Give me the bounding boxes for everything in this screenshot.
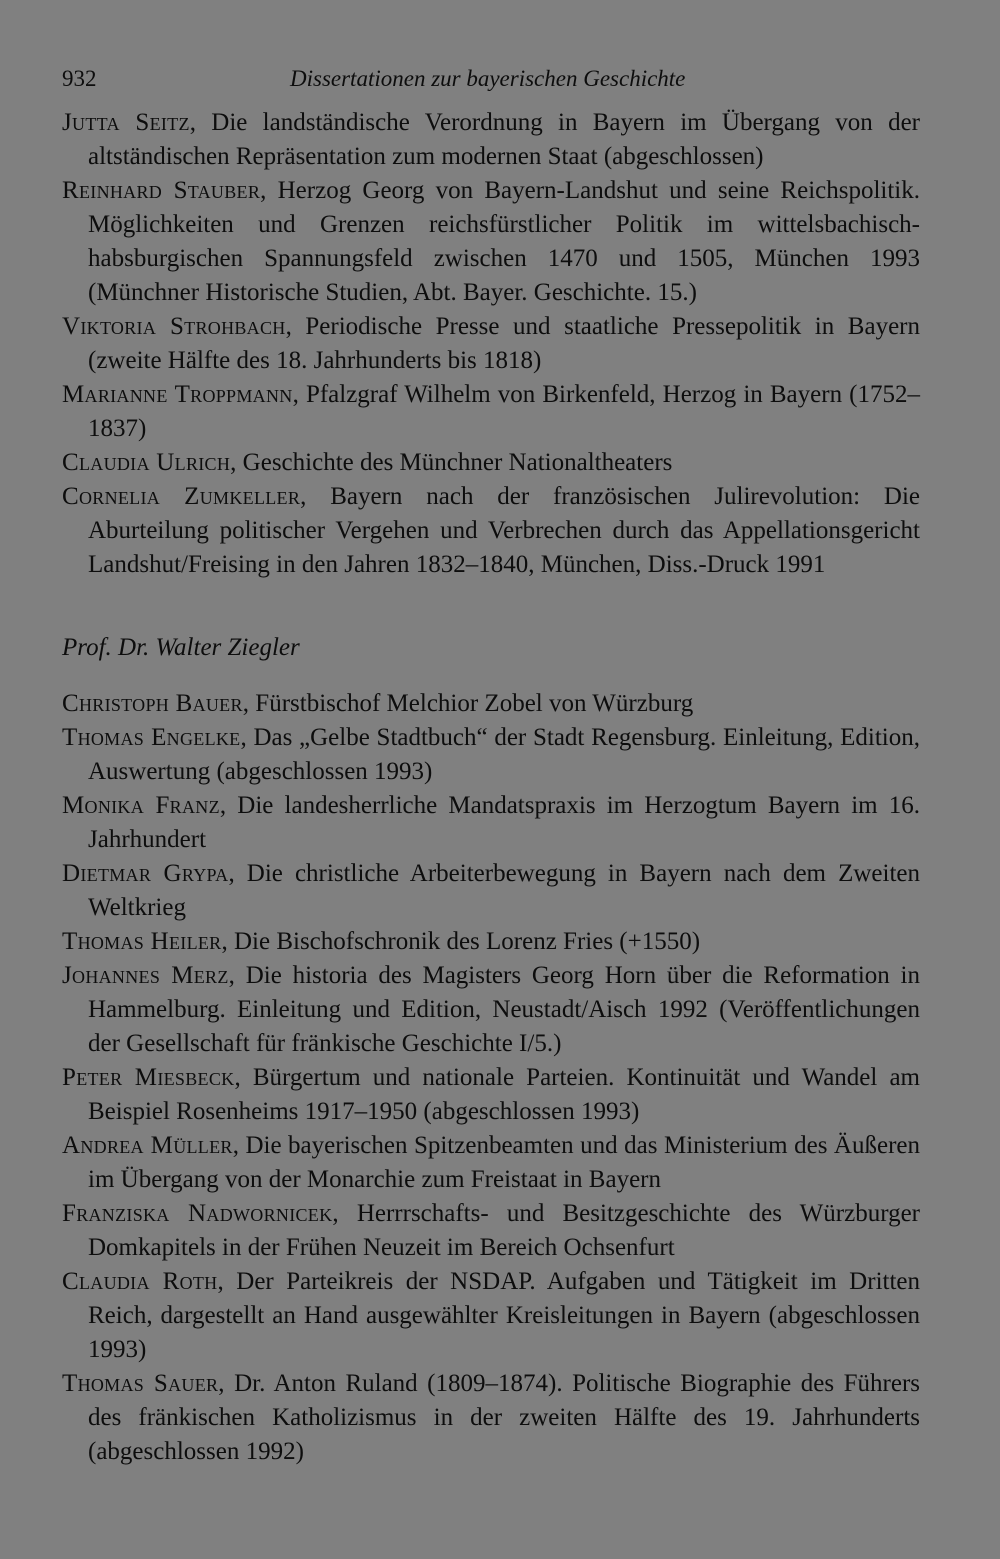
dissertation-entry: Cornelia Zumkeller, Bayern nach der französischen Julirevolution: Die Aburteilung politischer Vergehen und Verbrechen durch das Appellationsgericht Landshut/Freising in den Jahren 1832–1840, München, Diss.-Druck 1991 bbox=[62, 483, 921, 578]
entry-title: Die christliche Arbeiterbewegung in Bayern nach dem Zweiten Weltkrieg bbox=[88, 860, 920, 921]
entry-author: Claudia Roth bbox=[62, 1268, 218, 1295]
entry-author: Thomas Heiler bbox=[62, 928, 222, 955]
dissertation-entry: Johannes Merz, Die historia des Magisters Georg Horn über die Reformation in Hammelburg. Einleitung und Edition, Neustadt/Aisch 1992 (Veröffentlichungen der Gesellschaft für fränkische Geschichte I/5.) bbox=[62, 962, 920, 1057]
entry-title: Geschichte des Münchner Nationaltheaters bbox=[242, 449, 673, 476]
entry-title: Die landständische Verordnung in Bayern im Übergang von der altständischen Repräsentation zum modernen Staat (abgeschlossen) bbox=[88, 109, 920, 170]
dissertation-entry: Dietmar Grypa, Die christliche Arbeiterbewegung in Bayern nach dem Zweiten Weltkrieg bbox=[62, 860, 920, 921]
entry-title: Dr. Anton Ruland (1809–1874). Politische Biographie des Führers des fränkischen Katholizismus in der zweiten Hälfte des 19. Jahrhunderts (abgeschlossen 1992) bbox=[88, 1370, 920, 1465]
entry-author: Christoph Bauer bbox=[62, 690, 243, 717]
dissertation-entry: Claudia Ulrich, Geschichte des Münchner Nationaltheaters bbox=[62, 449, 673, 476]
dissertation-entry: Franziska Nadwornicek, Herrrschafts- und Besitzgeschichte des Würzburger Domkapitels in der Frühen Neuzeit im Bereich Ochsenfurt bbox=[62, 1200, 920, 1261]
entry-author: Thomas Engelke bbox=[62, 724, 241, 751]
dissertation-entry: Thomas Heiler, Die Bischofschronik des Lorenz Fries (+1550) bbox=[62, 928, 701, 955]
entry-title: Das „Gelbe Stadtbuch“ der Stadt Regensburg. Einleitung, Edition, Auswertung (abgeschlossen 1993) bbox=[88, 724, 921, 785]
dissertation-entry: Thomas Sauer, Dr. Anton Ruland (1809–1874). Politische Biographie des Führers des fränkischen Katholizismus in der zweiten Hälfte des 19. Jahrhunderts (abgeschlossen 1992) bbox=[62, 1370, 920, 1465]
entry-title: Bayern nach der französischen Julirevolution: Die Aburteilung politischer Vergehen und Verbrechen durch das Appellationsgericht Landshut/Freising in den Jahren 1832–1840, München, Diss.-Druck 1991 bbox=[88, 483, 921, 578]
entry-title: Die Bischofschronik des Lorenz Fries (+1550) bbox=[233, 928, 701, 955]
dissertation-entry: Jutta Seitz, Die landständische Verordnung in Bayern im Übergang von der altständischen Repräsentation zum modernen Staat (abgeschlossen) bbox=[62, 109, 920, 170]
entry-title: Die historia des Magisters Georg Horn über die Reformation in Hammelburg. Einleitung und Edition, Neustadt/Aisch 1992 (Veröffentlichungen der Gesellschaft für fränkische Geschichte I/5.) bbox=[88, 962, 920, 1057]
running-title: Dissertationen zur bayerischen Geschichte bbox=[290, 66, 686, 91]
entry-title: Bürgertum und nationale Parteien. Kontinuität und Wandel am Beispiel Rosenheims 1917–1950 (abgeschlossen 1993) bbox=[88, 1064, 920, 1125]
entry-author: Andrea Müller bbox=[62, 1132, 233, 1159]
entry-title: Herrrschafts- und Besitzgeschichte des Würzburger Domkapitels in der Frühen Neuzeit im Bereich Ochsenfurt bbox=[88, 1200, 920, 1261]
entry-author: Jutta Seitz bbox=[62, 109, 190, 136]
professor-heading: Prof. Dr. Walter Ziegler bbox=[62, 634, 300, 661]
page-number: 932 bbox=[62, 66, 97, 91]
entry-title: Die landesherrliche Mandatspraxis im Herzogtum Bayern im 16. Jahrhundert bbox=[88, 792, 920, 853]
entry-title: Der Parteikreis der NSDAP. Aufgaben und Tätigkeit im Dritten Reich, dargestellt an Hand ausgewählter Kreisleitungen in Bayern (abgeschlossen 1993) bbox=[88, 1268, 921, 1363]
dissertation-entry: Claudia Roth, Der Parteikreis der NSDAP. Aufgaben und Tätigkeit im Dritten Reich, dargestellt an Hand ausgewählter Kreisleitungen in Bayern (abgeschlossen 1993) bbox=[62, 1268, 921, 1363]
dissertation-entry: Andrea Müller, Die bayerischen Spitzenbeamten und das Ministerium des Äußeren im Übergang von der Monarchie zum Freistaat in Bayern bbox=[62, 1132, 921, 1193]
dissertation-list-section-1 bbox=[62, 106, 920, 582]
entry-author: Monika Franz bbox=[62, 792, 220, 819]
entry-author: Claudia Ulrich bbox=[62, 449, 231, 476]
dissertation-entry: Monika Franz, Die landesherrliche Mandatspraxis im Herzogtum Bayern im 16. Jahrhundert bbox=[62, 792, 920, 853]
entry-author: Viktoria Strohbach bbox=[62, 313, 286, 340]
page-header bbox=[62, 66, 920, 106]
entry-title: Fürstbischof Melchior Zobel von Würzburg bbox=[255, 690, 694, 717]
entry-author: Thomas Sauer bbox=[62, 1370, 219, 1397]
dissertation-entry: Christoph Bauer, Fürstbischof Melchior Zobel von Würzburg bbox=[62, 690, 694, 717]
entry-author: Marianne Troppmann bbox=[62, 381, 293, 408]
dissertation-entry: Reinhard Stauber, Herzog Georg von Bayern-Landshut und seine Reichspolitik. Möglichkeiten und Grenzen reichsfürstlicher Politik im wittelsbachisch-habsburgischen Spannungsfeld zwischen 1470 und 1505, München 1993 (Münchner Historische Studien, Abt. Bayer. Geschichte. 15.) bbox=[62, 177, 920, 306]
entry-title: Die bayerischen Spitzenbeamten und das Ministerium des Äußeren im Übergang von der Monarchie zum Freistaat in Bayern bbox=[88, 1132, 921, 1193]
dissertation-entry: Peter Miesbeck, Bürgertum und nationale Parteien. Kontinuität und Wandel am Beispiel Rosenheims 1917–1950 (abgeschlossen 1993) bbox=[62, 1064, 920, 1125]
entry-title: Pfalzgraf Wilhelm von Birkenfeld, Herzog in Bayern (1752–1837) bbox=[88, 381, 920, 442]
entry-author: Cornelia Zumkeller bbox=[62, 483, 301, 510]
dissertation-entry: Viktoria Strohbach, Periodische Presse und staatliche Pressepolitik in Bayern (zweite Hälfte des 18. Jahrhunderts bis 1818) bbox=[62, 313, 920, 374]
document-page bbox=[62, 66, 920, 1469]
entry-title: Periodische Presse und staatliche Pressepolitik in Bayern (zweite Hälfte des 18. Jahrhunderts bis 1818) bbox=[88, 313, 920, 374]
entry-author: Peter Miesbeck bbox=[62, 1064, 235, 1091]
entry-title: Herzog Georg von Bayern-Landshut und seine Reichspolitik. Möglichkeiten und Grenzen reichsfürstlicher Politik im wittelsbachisch-habsburgischen Spannungsfeld zwischen 1470 und 1505, München 1993 (Münchner Historische Studien, Abt. Bayer. Geschichte. 15.) bbox=[88, 177, 920, 306]
dissertation-entry: Marianne Troppmann, Pfalzgraf Wilhelm von Birkenfeld, Herzog in Bayern (1752–1837) bbox=[62, 381, 920, 442]
entry-author: Reinhard Stauber bbox=[62, 177, 261, 204]
entry-author: Dietmar Grypa bbox=[62, 860, 229, 887]
entry-author: Johannes Merz bbox=[62, 962, 229, 989]
entry-author: Franziska Nadwornicek bbox=[62, 1200, 333, 1227]
dissertation-list-section-2 bbox=[62, 687, 920, 1469]
dissertation-entry: Thomas Engelke, Das „Gelbe Stadtbuch“ der Stadt Regensburg. Einleitung, Edition, Auswertung (abgeschlossen 1993) bbox=[62, 724, 921, 785]
